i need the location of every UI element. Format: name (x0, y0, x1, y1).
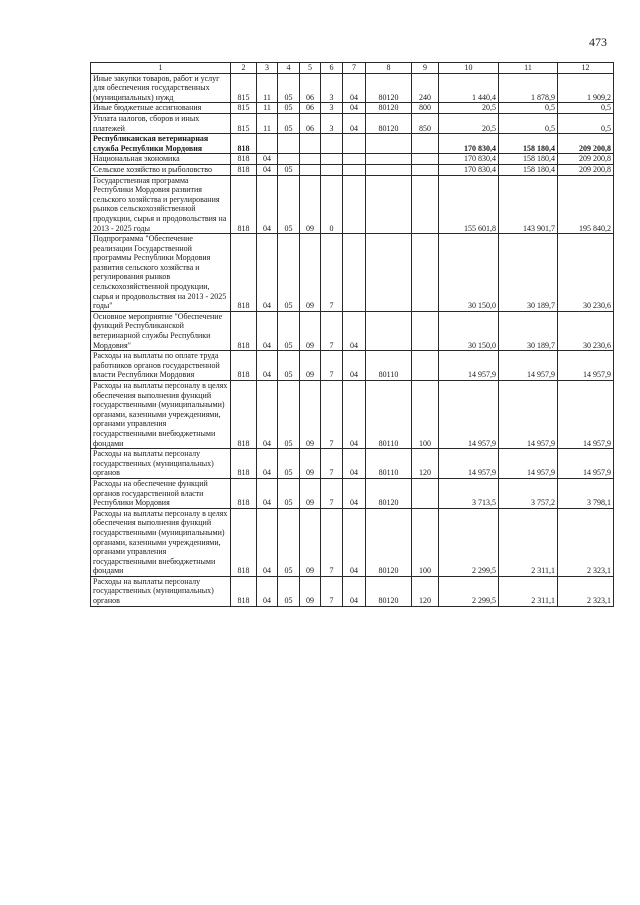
cell-admin-code: 818 (231, 311, 257, 350)
column-header: 1 (91, 63, 231, 74)
cell-subsection: 05 (278, 175, 300, 234)
cell-subsection: 05 (278, 508, 300, 576)
cell-amount-year1: 30 150,0 (439, 234, 499, 312)
cell-admin-code: 815 (231, 113, 257, 133)
cell-activity: 04 (343, 113, 366, 133)
row-name: Расходы на выплаты персоналу в целях обеспечения выполнения функций государственными (муниципальными) органами, казенными учреждениями, органами управления государственными внебюджетными фондами (91, 508, 231, 576)
cell-amount-year3: 0,5 (558, 103, 614, 114)
cell-amount-year2: 158 180,4 (499, 164, 558, 175)
cell-amount-year1: 170 830,4 (439, 164, 499, 175)
cell-expense-type (412, 164, 439, 175)
cell-amount-year3: 195 840,2 (558, 175, 614, 234)
cell-expense-type: 120 (412, 576, 439, 606)
column-header: 7 (343, 63, 366, 74)
cell-activity: 04 (343, 311, 366, 350)
cell-admin-code: 815 (231, 103, 257, 114)
cell-admin-code: 818 (231, 234, 257, 312)
cell-amount-year1: 20,5 (439, 103, 499, 114)
cell-subprogram: 0 (321, 175, 343, 234)
cell-amount-year1: 30 150,0 (439, 311, 499, 350)
cell-program: 06 (300, 113, 321, 133)
cell-expense-type: 850 (412, 113, 439, 133)
cell-activity (343, 234, 366, 312)
cell-program: 09 (300, 576, 321, 606)
table-row (91, 478, 614, 508)
cell-amount-year3: 2 323,1 (558, 508, 614, 576)
cell-subprogram: 7 (321, 478, 343, 508)
table-row (91, 576, 614, 606)
cell-activity (343, 134, 366, 154)
cell-direction: 80110 (366, 351, 412, 381)
cell-direction (366, 134, 412, 154)
cell-amount-year1: 2 299,5 (439, 576, 499, 606)
cell-amount-year1: 14 957,9 (439, 381, 499, 449)
cell-section (257, 134, 278, 154)
cell-amount-year3: 30 230,6 (558, 311, 614, 350)
column-header: 6 (321, 63, 343, 74)
cell-expense-type (412, 175, 439, 234)
column-header: 4 (278, 63, 300, 74)
cell-subprogram: 7 (321, 449, 343, 479)
column-header: 11 (499, 63, 558, 74)
cell-amount-year2: 2 311,1 (499, 508, 558, 576)
table-row (91, 73, 614, 103)
cell-admin-code: 818 (231, 351, 257, 381)
cell-amount-year3: 1 909,2 (558, 73, 614, 103)
cell-amount-year2: 1 878,9 (499, 73, 558, 103)
cell-section: 04 (257, 381, 278, 449)
cell-subsection: 05 (278, 73, 300, 103)
cell-expense-type: 100 (412, 508, 439, 576)
cell-program: 09 (300, 311, 321, 350)
cell-direction: 80120 (366, 73, 412, 103)
cell-subsection: 05 (278, 478, 300, 508)
row-name: Расходы на обеспечение функций органов государственной власти Республики Мордовия (91, 478, 231, 508)
cell-program: 06 (300, 103, 321, 114)
cell-admin-code: 818 (231, 154, 257, 165)
cell-amount-year2: 0,5 (499, 113, 558, 133)
cell-amount-year2: 14 957,9 (499, 381, 558, 449)
cell-section: 04 (257, 576, 278, 606)
cell-subsection: 05 (278, 164, 300, 175)
cell-subprogram (321, 154, 343, 165)
cell-amount-year3: 209 200,8 (558, 164, 614, 175)
cell-activity: 04 (343, 103, 366, 114)
cell-subprogram: 3 (321, 113, 343, 133)
cell-program: 09 (300, 381, 321, 449)
cell-section: 04 (257, 175, 278, 234)
cell-expense-type (412, 478, 439, 508)
cell-amount-year1: 170 830,4 (439, 154, 499, 165)
cell-subsection: 05 (278, 381, 300, 449)
cell-amount-year1: 14 957,9 (439, 449, 499, 479)
table-row (91, 311, 614, 350)
cell-amount-year1: 2 299,5 (439, 508, 499, 576)
cell-subsection: 05 (278, 113, 300, 133)
row-name: Расходы на выплаты по оплате труда работников органов государственной власти Республики Мордовия (91, 351, 231, 381)
cell-subsection: 05 (278, 449, 300, 479)
cell-expense-type (412, 134, 439, 154)
cell-expense-type (412, 351, 439, 381)
cell-section: 04 (257, 164, 278, 175)
table-row (91, 175, 614, 234)
cell-program (300, 154, 321, 165)
cell-subprogram: 3 (321, 103, 343, 114)
cell-admin-code: 818 (231, 576, 257, 606)
cell-activity: 04 (343, 381, 366, 449)
row-name: Иные закупки товаров, работ и услуг для обеспечения государственных (муниципальных) нужд (91, 73, 231, 103)
cell-expense-type: 240 (412, 73, 439, 103)
cell-subsection: 05 (278, 311, 300, 350)
cell-amount-year3: 3 798,1 (558, 478, 614, 508)
row-name: Национальная экономика (91, 154, 231, 165)
column-header: 10 (439, 63, 499, 74)
cell-expense-type: 100 (412, 381, 439, 449)
row-name: Основное мероприятие "Обеспечение функций Республиканской ветеринарной службы Республики Мордовия" (91, 311, 231, 350)
table-row (91, 134, 614, 154)
cell-admin-code: 815 (231, 73, 257, 103)
cell-direction (366, 164, 412, 175)
cell-activity: 04 (343, 73, 366, 103)
cell-amount-year1: 170 830,4 (439, 134, 499, 154)
cell-program: 09 (300, 508, 321, 576)
cell-amount-year1: 20,5 (439, 113, 499, 133)
row-name: Иные бюджетные ассигнования (91, 103, 231, 114)
cell-program: 09 (300, 478, 321, 508)
cell-amount-year2: 2 311,1 (499, 576, 558, 606)
page-number: 473 (589, 35, 607, 49)
cell-activity: 04 (343, 576, 366, 606)
cell-subprogram: 7 (321, 311, 343, 350)
cell-amount-year1: 3 713,5 (439, 478, 499, 508)
cell-amount-year2: 143 901,7 (499, 175, 558, 234)
cell-activity: 04 (343, 351, 366, 381)
cell-activity: 04 (343, 449, 366, 479)
cell-admin-code: 818 (231, 164, 257, 175)
cell-subprogram: 7 (321, 576, 343, 606)
row-name: Подпрограмма "Обеспечение реализации Государственной программы Республики Мордовия развития сельского хозяйства и регулирования рынков сельскохозяйственной продукции, сырья и продовольствия на 2013 - 2025 годы" (91, 234, 231, 312)
cell-section: 04 (257, 154, 278, 165)
cell-subprogram: 7 (321, 234, 343, 312)
cell-subprogram: 7 (321, 351, 343, 381)
column-header: 9 (412, 63, 439, 74)
cell-amount-year1: 1 440,4 (439, 73, 499, 103)
table-row (91, 449, 614, 479)
cell-subprogram: 3 (321, 73, 343, 103)
column-header: 3 (257, 63, 278, 74)
cell-direction: 80120 (366, 103, 412, 114)
cell-subsection: 05 (278, 234, 300, 312)
column-header: 12 (558, 63, 614, 74)
cell-direction (366, 154, 412, 165)
cell-amount-year2: 158 180,4 (499, 154, 558, 165)
cell-subsection: 05 (278, 351, 300, 381)
cell-section: 04 (257, 449, 278, 479)
cell-amount-year3: 209 200,8 (558, 134, 614, 154)
table-row (91, 154, 614, 165)
cell-admin-code: 818 (231, 478, 257, 508)
cell-program: 09 (300, 175, 321, 234)
cell-section: 11 (257, 103, 278, 114)
cell-program: 09 (300, 449, 321, 479)
row-name: Республиканская ветеринарная служба Республики Мордовия (91, 134, 231, 154)
cell-subsection (278, 134, 300, 154)
cell-section: 11 (257, 73, 278, 103)
cell-amount-year3: 14 957,9 (558, 351, 614, 381)
cell-direction (366, 234, 412, 312)
cell-direction: 80120 (366, 508, 412, 576)
cell-admin-code: 818 (231, 449, 257, 479)
cell-subsection (278, 154, 300, 165)
row-name: Государственная программа Республики Мордовия развития сельского хозяйства и регулирования рынков сельскохозяйственной продукции, сырья и продовольствия на 2013 - 2025 годы (91, 175, 231, 234)
cell-subprogram (321, 134, 343, 154)
column-header: 2 (231, 63, 257, 74)
cell-expense-type: 120 (412, 449, 439, 479)
cell-program (300, 134, 321, 154)
cell-admin-code: 818 (231, 134, 257, 154)
cell-section: 04 (257, 478, 278, 508)
cell-amount-year3: 2 323,1 (558, 576, 614, 606)
cell-amount-year3: 0,5 (558, 113, 614, 133)
cell-amount-year2: 0,5 (499, 103, 558, 114)
table-row (91, 508, 614, 576)
cell-amount-year2: 30 189,7 (499, 234, 558, 312)
cell-activity (343, 175, 366, 234)
cell-activity: 04 (343, 478, 366, 508)
cell-subprogram: 7 (321, 381, 343, 449)
cell-subprogram: 7 (321, 508, 343, 576)
cell-amount-year3: 30 230,6 (558, 234, 614, 312)
cell-activity (343, 154, 366, 165)
cell-program: 09 (300, 351, 321, 381)
cell-subsection: 05 (278, 576, 300, 606)
cell-amount-year3: 209 200,8 (558, 154, 614, 165)
cell-amount-year3: 14 957,9 (558, 449, 614, 479)
column-header: 5 (300, 63, 321, 74)
cell-amount-year2: 3 757,2 (499, 478, 558, 508)
cell-amount-year2: 158 180,4 (499, 134, 558, 154)
budget-table (90, 62, 614, 607)
table-row (91, 103, 614, 114)
cell-subprogram (321, 164, 343, 175)
cell-direction: 80110 (366, 381, 412, 449)
table-row (91, 351, 614, 381)
column-header: 8 (366, 63, 412, 74)
cell-section: 11 (257, 113, 278, 133)
cell-section: 04 (257, 508, 278, 576)
cell-admin-code: 818 (231, 508, 257, 576)
cell-subsection: 05 (278, 103, 300, 114)
cell-amount-year1: 155 601,8 (439, 175, 499, 234)
cell-amount-year2: 14 957,9 (499, 449, 558, 479)
cell-program: 09 (300, 234, 321, 312)
cell-section: 04 (257, 311, 278, 350)
cell-direction: 80120 (366, 478, 412, 508)
cell-admin-code: 818 (231, 381, 257, 449)
cell-amount-year2: 30 189,7 (499, 311, 558, 350)
row-name: Расходы на выплаты персоналу в целях обеспечения выполнения функций государственными (муниципальными) органами, казенными учреждениями, органами управления государственными внебюджетными фондами (91, 381, 231, 449)
row-name: Уплата налогов, сборов и иных платежей (91, 113, 231, 133)
cell-expense-type: 800 (412, 103, 439, 114)
cell-program (300, 164, 321, 175)
cell-program: 06 (300, 73, 321, 103)
cell-expense-type (412, 311, 439, 350)
cell-direction (366, 175, 412, 234)
table-row (91, 164, 614, 175)
table-row (91, 381, 614, 449)
cell-amount-year3: 14 957,9 (558, 381, 614, 449)
cell-amount-year1: 14 957,9 (439, 351, 499, 381)
cell-direction (366, 311, 412, 350)
cell-direction: 80120 (366, 576, 412, 606)
cell-amount-year2: 14 957,9 (499, 351, 558, 381)
row-name: Сельское хозяйство и рыболовство (91, 164, 231, 175)
table-row (91, 113, 614, 133)
cell-admin-code: 818 (231, 175, 257, 234)
cell-activity: 04 (343, 508, 366, 576)
table-header-row (91, 63, 614, 74)
cell-section: 04 (257, 234, 278, 312)
cell-direction: 80120 (366, 113, 412, 133)
cell-section: 04 (257, 351, 278, 381)
table-row (91, 234, 614, 312)
cell-direction: 80110 (366, 449, 412, 479)
row-name: Расходы на выплаты персоналу государственных (муниципальных) органов (91, 449, 231, 479)
row-name: Расходы на выплаты персоналу государственных (муниципальных) органов (91, 576, 231, 606)
cell-expense-type (412, 234, 439, 312)
cell-activity (343, 164, 366, 175)
cell-expense-type (412, 154, 439, 165)
